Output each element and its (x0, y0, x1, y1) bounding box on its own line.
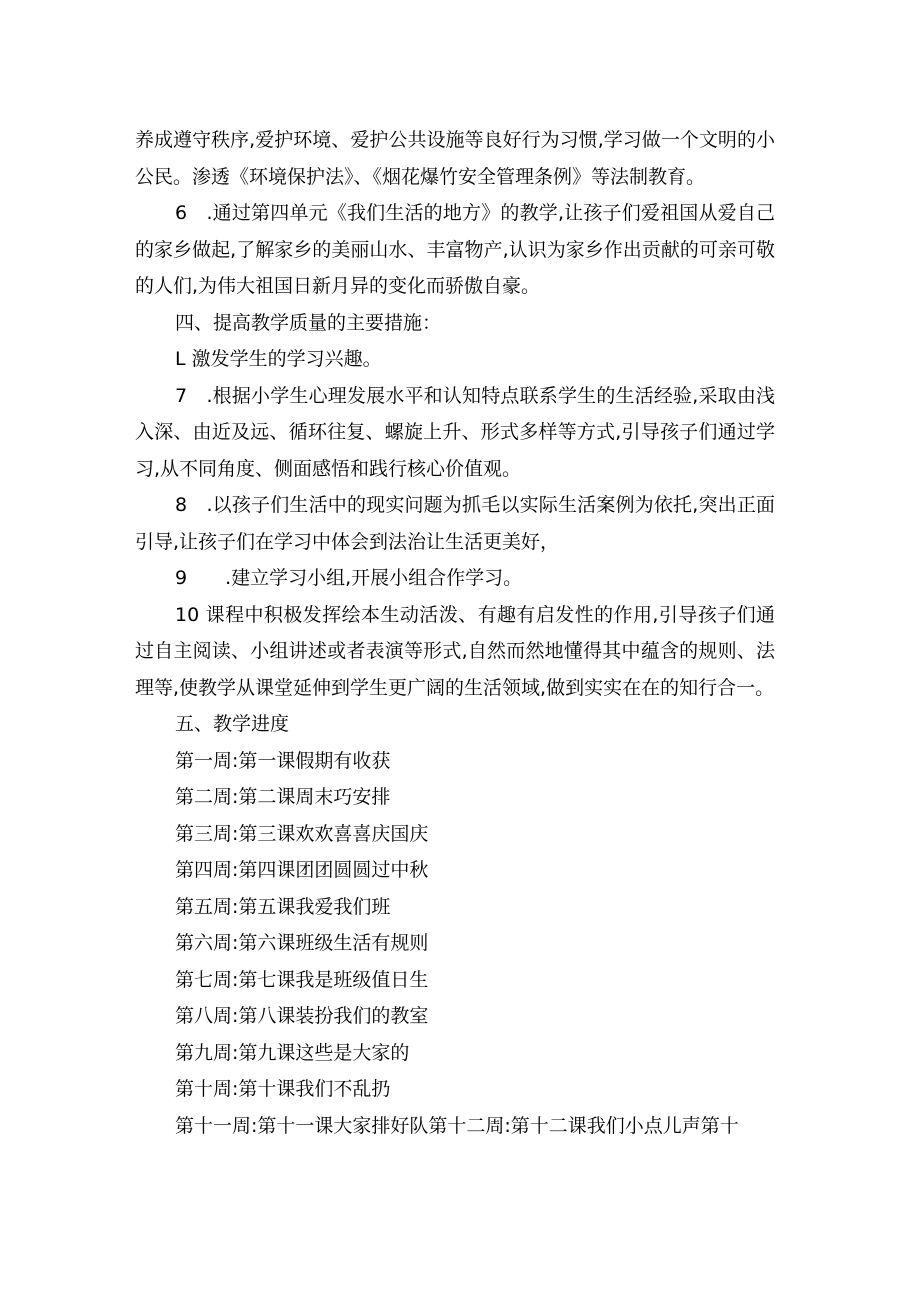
paragraph-item-1: L 激发学生的学习兴趣。 (175, 348, 382, 370)
schedule-week-2: 第二周:第二课周末巧安排 (175, 786, 391, 808)
section-heading-measures: 四、提高教学质量的主要措施： (175, 311, 442, 334)
document-body (135, 122, 775, 1144)
schedule-week-7: 第七周:第七课我是班级值日生 (175, 968, 429, 991)
schedule-week-11-12: 第十一周:第十一课大家排好队第十二周:第十二课我们小点儿声第十 (175, 1114, 739, 1137)
schedule-week-1: 第一周:第一课假期有收获 (175, 749, 391, 772)
section-heading-schedule: 五、教学进度 (175, 713, 290, 735)
paragraph-item-10: 10 课程中积极发挥绘本生动活泼、有趣有启发性的作用,引导孩子们通过自主阅读、小组讲述或者表演等形式,自然而然地懂得其中蕴含的规则、法理等,使教学从课堂延伸到学生更广阔的生活领域,做到实实在在的知行合一。 (135, 603, 775, 699)
schedule-week-6: 第六周:第六课班级生活有规则 (175, 932, 429, 954)
schedule-week-9: 第九周:第九课这些是大家的 (175, 1041, 410, 1064)
schedule-week-4: 第四周:第四课团团圆圆过中秋 (175, 859, 429, 881)
schedule-week-3: 第三周:第三课欢欢喜喜庆国庆 (175, 822, 429, 845)
paragraph-item-8: 8 .以孩子们生活中的现实问题为抓毛以实际生活案例为依托,突出正面引导,让孩子们在学习中体会到法治让生活更美好， (135, 494, 775, 553)
paragraph-item-6: 6 .通过第四单元《我们生活的地方》的教学,让孩子们爱祖国从爱自己的家乡做起,了解家乡的美丽山水、丰富物产,认识为家乡作出贡献的可亲可敬的人们,为伟大祖国日新月异的变化而骄傲自豪。 (135, 202, 775, 297)
schedule-week-8: 第八周:第八课装扮我们的教室 (175, 1005, 429, 1027)
schedule-week-10: 第十周:第十课我们不乱扔 (175, 1078, 391, 1100)
schedule-week-5: 第五周:第五课我爱我们班 (175, 895, 391, 918)
paragraph-item-7: 7 .根据小学生心理发展水平和认知特点联系学生的生活经验,采取由浅入深、由近及远、循环往复、螺旋上升、形式多样等方式,引导孩子们通过学习,从不同角度、侧面感悟和践行核心价值观。 (135, 384, 775, 480)
paragraph-item-9: 9 .建立学习小组,开展小组合作学习。 (175, 567, 523, 589)
paragraph-continuation: 养成遵守秩序,爱护环境、爱护公共设施等良好行为习惯,学习做一个文明的小公民。渗透《环境保护法》、《烟花爆竹安全管理条例》等法制教育。 (135, 129, 775, 188)
